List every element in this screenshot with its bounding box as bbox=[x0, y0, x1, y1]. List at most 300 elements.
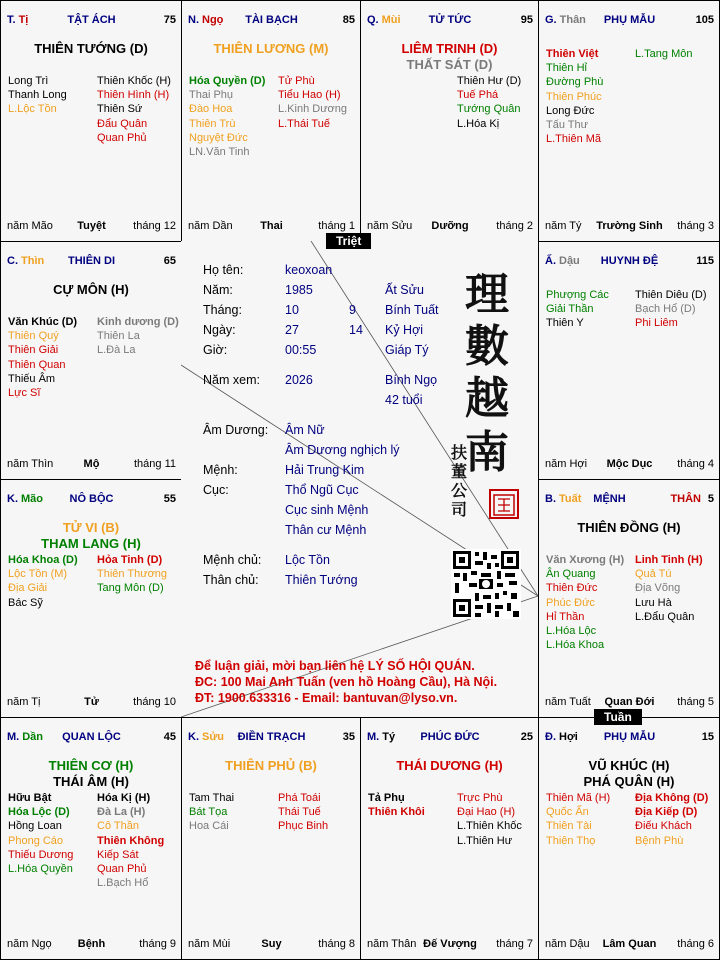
minor-star: Bát Tọa bbox=[189, 806, 228, 819]
minor-star: Quan Phủ bbox=[97, 131, 147, 144]
palace-footer bbox=[367, 938, 533, 952]
value-am-duong-2: Âm Dương nghịch lý bbox=[285, 443, 400, 457]
minor-star: Đại Hao (H) bbox=[457, 806, 516, 819]
palace-footer bbox=[188, 938, 355, 952]
footer-year: năm Tị bbox=[7, 696, 41, 708]
branch-label: Tý bbox=[382, 731, 396, 743]
minor-star: Quốc Ấn bbox=[546, 806, 589, 819]
minor-star: Hóa Quyền (D) bbox=[189, 75, 266, 87]
palace-score: 75 bbox=[163, 14, 176, 26]
branch-label: Tuất bbox=[559, 493, 582, 505]
can-label: K. bbox=[7, 493, 18, 505]
label-ho-ten: Họ tên: bbox=[203, 263, 244, 277]
footer-stage: Lâm Quan bbox=[602, 938, 657, 950]
main-star: PHÁ QUÂN (H) bbox=[583, 774, 675, 789]
palace-footer bbox=[188, 220, 355, 234]
minor-star: Phục Binh bbox=[278, 820, 329, 833]
main-star: THIÊN LƯƠNG (M) bbox=[213, 41, 329, 56]
minor-star: Thiên Hỉ bbox=[546, 62, 587, 75]
footer-year: năm Hợi bbox=[545, 458, 588, 470]
palace-name: TÀI BẠCH bbox=[245, 14, 298, 26]
palace-tuat bbox=[538, 479, 720, 718]
minor-star: Hóa Kị (H) bbox=[97, 792, 151, 804]
value-nam: 1985 bbox=[285, 283, 313, 297]
minor-star: Bệnh Phù bbox=[635, 834, 684, 847]
minor-star: Bạch Hổ (D) bbox=[635, 303, 696, 316]
minor-star: Thiên Đức bbox=[546, 582, 598, 595]
palace-score: 105 bbox=[695, 14, 714, 26]
contact-line-1: Để luận giải, mời bạn liên hệ LÝ SỐ HỘI QUÁN. bbox=[195, 659, 475, 673]
minor-star: Tiểu Hao (H) bbox=[278, 89, 341, 102]
minor-star: Thiên Tài bbox=[546, 820, 592, 833]
minor-star: Lộc Tồn (M) bbox=[8, 568, 68, 581]
minor-star: Phượng Các bbox=[546, 289, 609, 301]
footer-year: năm Dậu bbox=[545, 938, 590, 950]
footer-month: tháng 9 bbox=[139, 938, 176, 950]
star-column-left bbox=[189, 791, 234, 834]
label-than-chu: Thân chủ: bbox=[203, 573, 259, 587]
value-thang: 10 bbox=[285, 303, 299, 317]
star-column-right bbox=[457, 74, 521, 131]
star-column-right bbox=[97, 791, 164, 890]
value-am-duong: Âm Nữ bbox=[285, 423, 325, 437]
palace-name: TẬT ÁCH bbox=[67, 14, 116, 26]
minor-star: Giải Thần bbox=[546, 303, 594, 316]
minor-star: Thiên Hình (H) bbox=[97, 89, 170, 102]
minor-star: Đẩu Quân bbox=[97, 117, 148, 130]
minor-star: Văn Khúc (D) bbox=[8, 316, 78, 328]
footer-stage: Dưỡng bbox=[431, 220, 469, 232]
star-column-right bbox=[278, 74, 347, 131]
can-label: N. bbox=[188, 14, 199, 26]
minor-star: Thiên Thọ bbox=[546, 834, 596, 847]
value-gio: 00:55 bbox=[285, 343, 317, 357]
minor-star: Thiên Thương bbox=[97, 568, 168, 581]
minor-star: Tam Thai bbox=[189, 792, 235, 804]
minor-star: Hóa Khoa (D) bbox=[8, 554, 78, 566]
minor-star: Hỏa Tinh (D) bbox=[97, 554, 163, 566]
palace-score: 25 bbox=[520, 731, 533, 743]
minor-star: Thiên Trù bbox=[189, 117, 236, 130]
star-column-left bbox=[189, 74, 265, 159]
minor-star: Long Trì bbox=[8, 75, 49, 87]
minor-star: Thai Phụ bbox=[189, 89, 234, 102]
footer-month: tháng 2 bbox=[496, 220, 533, 232]
star-column-right bbox=[635, 47, 692, 61]
minor-star: L.Bạch Hổ bbox=[97, 877, 149, 890]
footer-stage: Tử bbox=[84, 696, 99, 708]
branch-label: Thân bbox=[559, 14, 586, 26]
footer-year: năm Mùi bbox=[188, 938, 231, 950]
can-label: C. bbox=[7, 255, 18, 267]
calligraphy-char-1: 理 bbox=[465, 269, 509, 320]
palace-mao bbox=[0, 479, 182, 718]
minor-star: L.Thiên Mã bbox=[546, 133, 602, 146]
minor-star: Thiên Giải bbox=[8, 344, 59, 357]
minor-star: Linh Tinh (H) bbox=[635, 554, 703, 566]
minor-star: Thiên Khôi bbox=[368, 806, 425, 819]
minor-star: Tướng Quân bbox=[457, 103, 521, 116]
palace-score: 15 bbox=[701, 731, 714, 743]
palace-name: PHÚC ĐỨC bbox=[420, 731, 480, 743]
minor-star: Bác Sỹ bbox=[8, 596, 43, 609]
palace-header bbox=[188, 731, 355, 743]
branch-label: Sửu bbox=[202, 731, 225, 743]
minor-star: Tang Môn (D) bbox=[97, 582, 164, 595]
star-column-left bbox=[8, 315, 77, 400]
palace-name: ĐIỀN TRẠCH bbox=[237, 731, 306, 743]
palace-score: 115 bbox=[696, 255, 714, 267]
branch-label: Mão bbox=[21, 493, 43, 505]
palace-header bbox=[545, 14, 714, 26]
footer-year: năm Dần bbox=[188, 220, 233, 232]
minor-star: Quan Phủ bbox=[97, 862, 147, 875]
value-ngay-am: 14 bbox=[349, 323, 363, 337]
minor-star: Trực Phù bbox=[457, 792, 503, 804]
main-star: THÁI ÂM (H) bbox=[53, 774, 129, 789]
main-star: THIÊN PHỦ (B) bbox=[225, 758, 317, 773]
can-label: Ấ. bbox=[545, 255, 556, 267]
value-ngay-cc: Kỷ Hợi bbox=[385, 323, 424, 337]
minor-star: Thiên Mã (H) bbox=[546, 792, 611, 804]
minor-star: Đào Hoa bbox=[189, 103, 233, 116]
palace-name: TỬ TỨC bbox=[428, 14, 472, 26]
value-menh: Hải Trung Kim bbox=[285, 463, 365, 477]
minor-star: L.Hóa Kị bbox=[457, 117, 500, 130]
can-label: Đ. bbox=[545, 731, 556, 743]
palace-suu bbox=[181, 717, 361, 960]
palace-ngo bbox=[181, 0, 361, 242]
minor-star: Quả Tú bbox=[635, 568, 672, 581]
minor-star: Thiên Không bbox=[97, 834, 165, 847]
minor-star: Lực Sĩ bbox=[8, 386, 41, 399]
palace-name: QUAN LỘC bbox=[62, 731, 121, 743]
main-star: CỰ MÔN (H) bbox=[53, 282, 129, 297]
star-column-left bbox=[8, 791, 73, 876]
palace-name: MỆNH bbox=[593, 493, 626, 505]
star-column-right bbox=[635, 553, 703, 624]
can-label: K. bbox=[188, 731, 199, 743]
star-column-left bbox=[8, 553, 78, 610]
minor-star: L.Kinh Dương bbox=[278, 103, 348, 116]
contact-line-3: ĐT: 1900.633316 - Email: bantuvan@lyso.vn. bbox=[195, 691, 458, 705]
branch-label: Tị bbox=[18, 14, 29, 26]
label-nam: Năm: bbox=[203, 283, 233, 297]
value-thang-am: 9 bbox=[349, 303, 356, 317]
minor-star: L.Thiên Khốc bbox=[457, 820, 522, 833]
minor-star: Nguyệt Đức bbox=[189, 131, 248, 144]
minor-star: Địa Kiếp (D) bbox=[635, 806, 698, 819]
palace-name: PHỤ MẪU bbox=[603, 731, 656, 743]
main-star: LIÊM TRINH (D) bbox=[401, 41, 498, 56]
footer-stage: Mộ bbox=[83, 458, 100, 470]
palace-header bbox=[545, 493, 714, 505]
palace-footer bbox=[7, 220, 176, 234]
center-info-panel bbox=[181, 241, 538, 717]
label-nam-xem: Năm xem: bbox=[203, 373, 260, 387]
minor-star: Đà La (H) bbox=[97, 806, 146, 819]
minor-star: Thiên Khốc (H) bbox=[97, 75, 171, 87]
footer-stage: Bệnh bbox=[77, 938, 106, 950]
palace-footer bbox=[545, 696, 714, 710]
minor-star: Thiếu Dương bbox=[8, 848, 74, 861]
footer-month: tháng 11 bbox=[133, 458, 176, 470]
label-ngay: Ngày: bbox=[203, 323, 236, 337]
footer-stage: Đế Vượng bbox=[423, 938, 477, 950]
minor-star: Lưu Hà bbox=[635, 596, 672, 609]
value-ho-ten: keoxoan bbox=[285, 263, 333, 277]
can-label: Q. bbox=[367, 14, 379, 26]
value-nam-xem-cc: Bính Ngọ bbox=[385, 373, 438, 387]
main-star: THIÊN TƯỚNG (D) bbox=[34, 41, 148, 56]
palace-footer bbox=[7, 458, 176, 472]
minor-star: Văn Xương (H) bbox=[546, 554, 625, 566]
palace-dau bbox=[538, 241, 720, 480]
main-star: THÁI DƯƠNG (H) bbox=[396, 758, 503, 773]
tuan-tag: Tuần bbox=[594, 709, 642, 725]
palace-footer bbox=[7, 938, 176, 952]
palace-footer bbox=[545, 458, 714, 472]
palace-footer bbox=[367, 220, 533, 234]
minor-star: Tả Phụ bbox=[368, 792, 405, 804]
palace-name: HUYNH ĐỆ bbox=[600, 255, 659, 267]
label-menh: Mệnh: bbox=[203, 463, 238, 477]
palace-score: 65 bbox=[163, 255, 176, 267]
contact-line-2: ĐC: 100 Mai Anh Tuấn (ven hồ Hoàng Cầu), Hà Nội. bbox=[195, 675, 498, 689]
star-column-left bbox=[546, 288, 609, 331]
footer-stage: Mộc Dục bbox=[606, 458, 653, 470]
footer-year: năm Thìn bbox=[7, 458, 54, 470]
footer-month: tháng 1 bbox=[318, 220, 355, 232]
minor-star: Tuế Phá bbox=[457, 89, 499, 102]
branch-label: Mùi bbox=[381, 14, 401, 26]
minor-star: Ân Quang bbox=[546, 568, 596, 581]
footer-year: năm Thân bbox=[367, 938, 417, 950]
star-column-right bbox=[635, 288, 707, 331]
calligraphy-char-3: 越 bbox=[465, 373, 509, 424]
minor-star: L.Thiên Hư bbox=[457, 834, 513, 847]
star-column-right bbox=[97, 315, 179, 358]
star-column-left bbox=[546, 553, 624, 652]
star-column-left bbox=[546, 47, 603, 146]
palace-header bbox=[188, 14, 355, 26]
minor-star: L.Thái Tuế bbox=[278, 117, 330, 130]
minor-star: Hoa Cái bbox=[189, 820, 229, 833]
label-gio: Giờ: bbox=[203, 343, 228, 357]
seal-stamp bbox=[489, 489, 519, 519]
palace-score: 85 bbox=[342, 14, 355, 26]
minor-star: Tấu Thư bbox=[546, 118, 589, 131]
minor-star: Thiên Sứ bbox=[97, 103, 143, 116]
star-column-right bbox=[97, 553, 167, 596]
can-label: G. bbox=[545, 14, 557, 26]
branch-label: Dần bbox=[22, 731, 44, 743]
minor-star: Thiên Quan bbox=[8, 358, 66, 371]
value-tuoi: 42 tuổi bbox=[385, 393, 423, 407]
calligraphy-side: 扶 董 公 司 bbox=[451, 443, 468, 519]
minor-star: Thái Tuế bbox=[278, 806, 321, 819]
footer-year: năm Ngọ bbox=[7, 938, 52, 950]
minor-star: L.Hóa Lộc bbox=[546, 624, 597, 637]
palace-name: PHỤ MẪU bbox=[603, 14, 656, 26]
minor-star: Tử Phù bbox=[278, 75, 315, 87]
palace-score: 5 bbox=[707, 493, 714, 505]
star-column-left bbox=[8, 74, 67, 117]
minor-star: Kinh dương (D) bbox=[97, 316, 179, 328]
can-label: T. bbox=[7, 14, 16, 26]
footer-month: tháng 12 bbox=[133, 220, 176, 232]
value-than-chu: Thiên Tướng bbox=[285, 573, 358, 587]
footer-month: tháng 8 bbox=[318, 938, 355, 950]
palace-score: 45 bbox=[163, 731, 176, 743]
value-cuc-2: Cục sinh Mệnh bbox=[285, 503, 369, 517]
palace-header bbox=[545, 731, 714, 743]
footer-month: tháng 5 bbox=[677, 696, 714, 708]
palace-footer bbox=[545, 220, 714, 234]
star-column-left bbox=[368, 791, 425, 819]
calligraphy-char-4: 南 bbox=[465, 427, 509, 478]
palace-mui bbox=[360, 0, 539, 242]
palace-header bbox=[7, 14, 176, 26]
palace-header bbox=[7, 731, 176, 743]
star-column-right bbox=[457, 791, 522, 848]
palace-footer bbox=[545, 938, 714, 952]
minor-star: Thiên Y bbox=[546, 317, 584, 330]
footer-month: tháng 4 bbox=[677, 458, 714, 470]
branch-label: Dậu bbox=[559, 255, 580, 267]
value-nam-cc: Ất Sửu bbox=[385, 283, 424, 297]
than-marker: THÂN bbox=[670, 493, 701, 505]
star-column-right bbox=[635, 791, 708, 848]
value-ngay: 27 bbox=[285, 323, 299, 337]
minor-star: LN.Văn Tinh bbox=[189, 145, 250, 158]
branch-label: Ngọ bbox=[202, 14, 224, 26]
palace-header bbox=[545, 255, 714, 267]
minor-star: L.Đà La bbox=[97, 344, 136, 357]
palace-name: THIÊN DI bbox=[67, 255, 116, 267]
branch-label: Thìn bbox=[21, 255, 45, 267]
main-star: THIÊN CƠ (H) bbox=[48, 758, 134, 773]
palace-hoi bbox=[538, 717, 720, 960]
value-nam-xem: 2026 bbox=[285, 373, 313, 387]
minor-star: Thiên Quý bbox=[8, 330, 59, 343]
palace-ti bbox=[0, 0, 182, 242]
minor-star: L.Hóa Khoa bbox=[546, 639, 605, 652]
footer-stage: Thai bbox=[260, 220, 283, 232]
value-cuc: Thổ Ngũ Cục bbox=[285, 483, 359, 497]
palace-thin bbox=[0, 241, 182, 480]
minor-star: Điếu Khách bbox=[635, 820, 692, 833]
main-star: TỬ VI (B) bbox=[62, 520, 120, 535]
label-thang: Tháng: bbox=[203, 303, 242, 317]
star-column-left bbox=[546, 791, 610, 848]
footer-month: tháng 6 bbox=[677, 938, 714, 950]
palace-than bbox=[538, 0, 720, 242]
label-cuc: Cục: bbox=[203, 483, 229, 497]
minor-star: Hồng Loan bbox=[8, 820, 62, 833]
minor-star: Phúc Đức bbox=[546, 596, 595, 609]
footer-year: năm Mão bbox=[7, 220, 53, 232]
label-am-duong: Âm Dương: bbox=[203, 423, 269, 437]
value-thang-cc: Bính Tuất bbox=[385, 303, 439, 317]
palace-header bbox=[7, 255, 176, 267]
minor-star: L.Lộc Tồn bbox=[8, 103, 57, 116]
minor-star: Thiên Việt bbox=[546, 48, 599, 60]
value-gio-cc: Giáp Tý bbox=[385, 343, 429, 357]
qr-code[interactable] bbox=[451, 549, 521, 619]
can-label: M. bbox=[7, 731, 20, 743]
palace-score: 55 bbox=[163, 493, 176, 505]
footer-year: năm Sửu bbox=[367, 220, 413, 232]
minor-star: Kiếp Sát bbox=[97, 848, 139, 861]
minor-star: Địa Giải bbox=[8, 582, 48, 595]
minor-star: Thanh Long bbox=[8, 89, 67, 102]
footer-stage: Tuyệt bbox=[77, 220, 106, 232]
minor-star: Địa Không (D) bbox=[635, 792, 709, 804]
footer-month: tháng 3 bbox=[677, 220, 714, 232]
minor-star: L.Đẩu Quân bbox=[635, 610, 695, 623]
minor-star: Long Đức bbox=[546, 104, 595, 117]
label-menh-chu: Mệnh chủ: bbox=[203, 553, 262, 567]
star-column-right bbox=[97, 74, 171, 145]
minor-star: Thiên La bbox=[97, 330, 140, 343]
calligraphy-char-2: 數 bbox=[465, 321, 509, 372]
minor-star: Thiên Diêu (D) bbox=[635, 289, 707, 301]
footer-stage: Trường Sinh bbox=[596, 220, 663, 232]
palace-dan bbox=[0, 717, 182, 960]
minor-star: Hóa Lộc (D) bbox=[8, 806, 70, 819]
minor-star: Phá Toái bbox=[278, 792, 321, 804]
palace-ty bbox=[360, 717, 539, 960]
palace-score: 35 bbox=[342, 731, 355, 743]
minor-star: L.Tang Môn bbox=[635, 48, 693, 60]
can-label: M. bbox=[367, 731, 380, 743]
minor-star: Hữu Bật bbox=[8, 792, 52, 804]
minor-star: Địa Võng bbox=[635, 582, 681, 595]
footer-year: năm Tý bbox=[545, 220, 582, 232]
triet-tag: Triệt bbox=[326, 233, 371, 249]
minor-star: Hỉ Thần bbox=[546, 610, 585, 623]
palace-header bbox=[7, 493, 176, 505]
footer-month: tháng 7 bbox=[496, 938, 533, 950]
palace-score: 95 bbox=[520, 14, 533, 26]
palace-header bbox=[367, 731, 533, 743]
star-column-right bbox=[278, 791, 328, 834]
palace-name: NÔ BỘC bbox=[69, 493, 114, 505]
minor-star: Phong Cáo bbox=[8, 834, 64, 847]
main-star: THIÊN ĐỒNG (H) bbox=[577, 520, 681, 535]
minor-star: Phi Liêm bbox=[635, 317, 678, 330]
minor-star: Thiên Phúc bbox=[546, 90, 602, 103]
palace-footer bbox=[7, 696, 176, 710]
footer-month: tháng 10 bbox=[133, 696, 176, 708]
minor-star: L.Hóa Quyền bbox=[8, 862, 73, 875]
value-cuc-3: Thân cư Mệnh bbox=[285, 523, 367, 537]
minor-star: Đường Phù bbox=[546, 76, 604, 89]
minor-star: Cô Thần bbox=[97, 820, 139, 833]
main-star: THAM LANG (H) bbox=[41, 536, 141, 551]
main-star: THẤT SÁT (D) bbox=[406, 57, 493, 72]
main-star: VŨ KHÚC (H) bbox=[588, 758, 670, 773]
value-menh-chu: Lộc Tồn bbox=[285, 553, 330, 567]
footer-stage: Suy bbox=[261, 938, 282, 950]
footer-year: năm Tuất bbox=[545, 696, 591, 708]
branch-label: Hợi bbox=[559, 731, 578, 743]
can-label: B. bbox=[545, 493, 556, 505]
minor-star: Thiên Hư (D) bbox=[457, 75, 522, 87]
palace-header bbox=[367, 14, 533, 26]
minor-star: Thiếu Âm bbox=[8, 372, 56, 385]
